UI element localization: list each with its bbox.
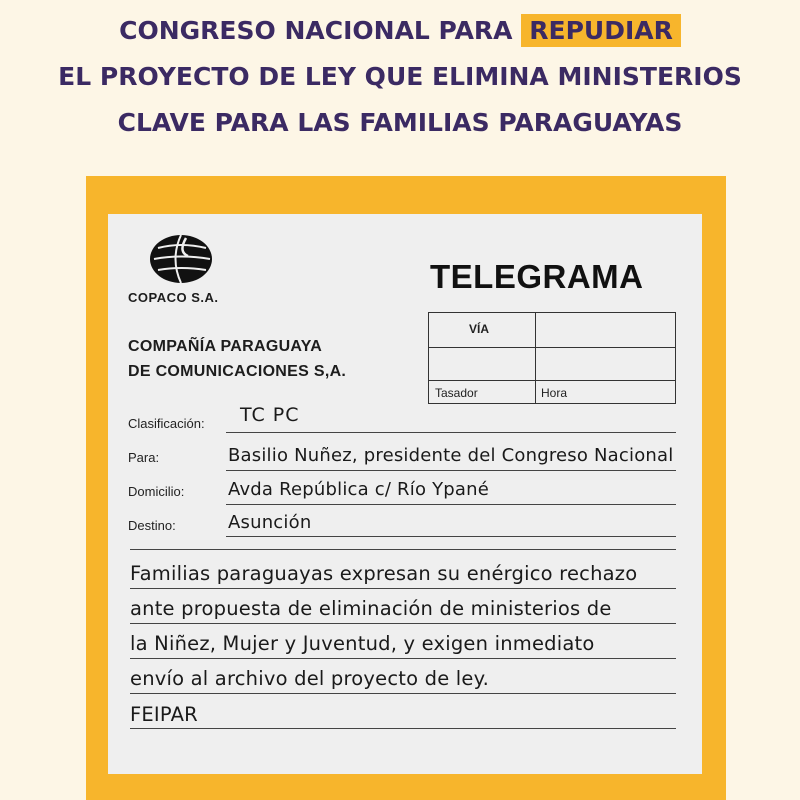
destino-label: Destino:: [128, 518, 176, 533]
telegram-title: TELEGRAMA: [430, 258, 644, 295]
message-rule-5: [130, 728, 676, 729]
copaco-logo-icon: [148, 232, 214, 286]
headline-line-3: CLAVE PARA LAS FAMILIAS PARAGUAYAS: [117, 108, 683, 137]
tasador-label: Tasador: [435, 386, 478, 400]
company-full-name: [128, 334, 346, 384]
domicilio-label: Domicilio:: [128, 484, 185, 499]
headline: [0, 8, 800, 146]
message-line-3: la Niñez, Mujer y Juventud, y exigen inmediato: [130, 632, 595, 655]
headline-line-1-prefix: CONGRESO NACIONAL PARA: [119, 16, 513, 45]
message-rule-2: [130, 623, 676, 624]
message-line-2: ante propuesta de eliminación de ministerios de: [130, 597, 612, 620]
clasificacion-value: TC PC: [240, 404, 300, 426]
clasificacion-label: Clasificación:: [128, 416, 205, 431]
para-label: Para:: [128, 450, 160, 465]
message-rule-1: [130, 588, 676, 589]
message-signature: FEIPAR: [130, 703, 198, 726]
domicilio-rule: [226, 504, 676, 505]
routing-grid: [428, 312, 676, 404]
message-line-4: envío al archivo del proyecto de ley.: [130, 667, 489, 690]
para-rule: [226, 470, 676, 471]
company-full-line-2: DE COMUNICACIONES S,A.: [128, 363, 347, 380]
clasificacion-rule: [226, 432, 676, 433]
message-line-1: Familias paraguayas expresan su enérgico rechazo: [130, 562, 638, 585]
destino-rule: [226, 536, 676, 537]
para-value: Basilio Nuñez, presidente del Congreso Nacional: [228, 445, 674, 466]
destino-value: Asunción: [228, 512, 312, 533]
headline-highlight: REPUDIAR: [521, 14, 681, 47]
telegram-card: [108, 214, 702, 774]
domicilio-value: Avda República c/ Río Ypané: [228, 479, 490, 500]
message-top-rule: [130, 549, 676, 550]
hora-label: Hora: [541, 386, 568, 400]
headline-line-2: EL PROYECTO DE LEY QUE ELIMINA MINISTERIOS: [58, 62, 742, 91]
message-rule-4: [130, 693, 676, 694]
company-full-line-1: COMPAÑÍA PARAGUAYA: [128, 338, 323, 355]
via-label: VÍA: [469, 322, 490, 336]
message-rule-3: [130, 658, 676, 659]
headline-line-1: [0, 8, 800, 54]
company-short-name: COPACO S.A.: [128, 290, 219, 305]
